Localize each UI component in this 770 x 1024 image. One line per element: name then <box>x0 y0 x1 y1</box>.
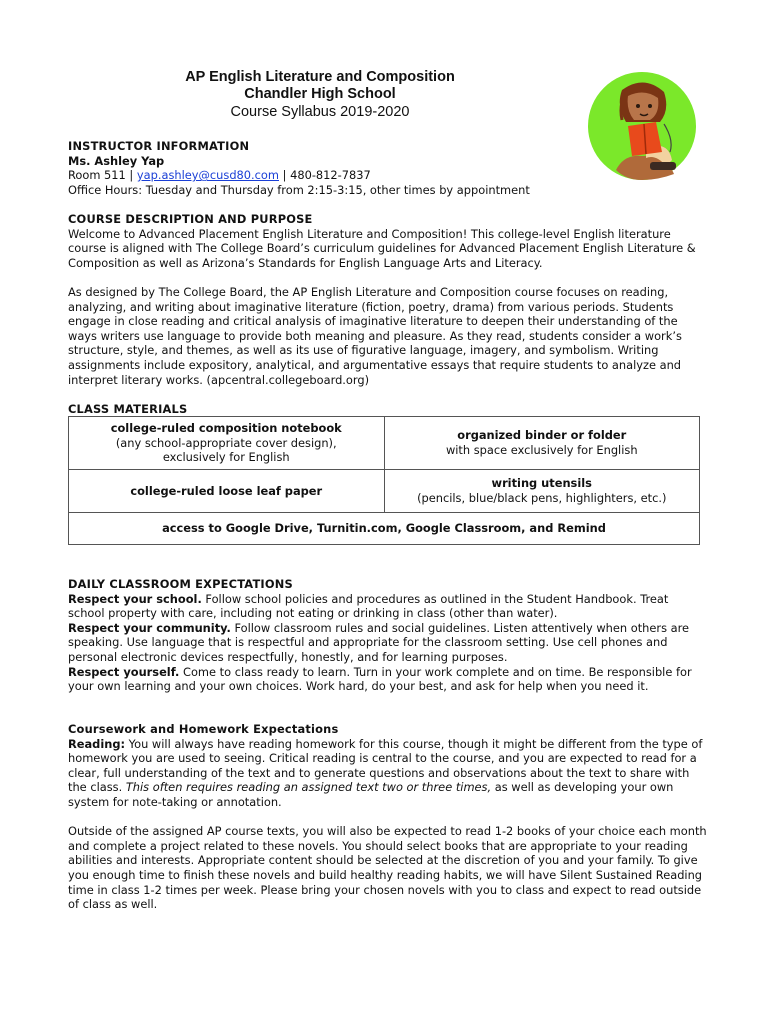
school-name: Chandler High School <box>244 86 396 102</box>
respect-community-text: Follow classroom rules and social guidelines. Listen attentively when others are speaking. Use language that is respectful and appropriate for the classroom setting. Use cell phones and personal electronic devices respectfully, honestly, and for learning purposes. <box>68 620 690 664</box>
materials-cell-binder <box>384 417 700 470</box>
office-hours: Office Hours: Tuesday and Thursday from 2:15-3:15, other times by appointment <box>68 182 530 197</box>
reading-end: as well as developing your own system for note-taking or annotation. <box>68 780 674 809</box>
expectations-section <box>68 577 708 694</box>
course-title: AP English Literature and Composition <box>185 69 455 85</box>
materials-heading: CLASS MATERIALS <box>68 402 188 416</box>
document-header <box>120 69 520 122</box>
respect-school-label: Respect your school. <box>68 591 202 606</box>
coursework-heading: Coursework and Homework Expectations <box>68 722 339 736</box>
respect-yourself-text: Come to class ready to learn. Turn in your work complete and on time. Be responsible for your own learning and your own choices. Work hard, do your best, and ask for help when you need it. <box>68 664 692 694</box>
materials-heading-wrap <box>68 402 708 417</box>
binder-note: with space exclusively for English <box>445 443 638 457</box>
reading-label: Reading: <box>68 736 126 751</box>
materials-table <box>68 416 700 545</box>
respect-yourself-label: Respect yourself. <box>68 664 180 679</box>
reading-italic: This often requires reading an assigned text two or three times, <box>125 780 492 795</box>
respect-community-label: Respect your community. <box>68 620 231 635</box>
description-paragraph-1: Welcome to Advanced Placement English Literature and Composition! This college-level English literature course is aligned with The College Board’s curriculum guidelines for Advanced Placement English Literature & Composition as well as Arizona’s Standards for English Language Arts and Literacy. <box>68 226 696 270</box>
respect-community <box>68 621 708 665</box>
materials-cell-access: access to Google Drive, Turnitin.com, Google Classroom, and Remind <box>69 513 700 545</box>
utensils-title: writing utensils <box>491 476 592 491</box>
expectations-heading: DAILY CLASSROOM EXPECTATIONS <box>68 577 293 591</box>
reading-paragraph <box>68 737 708 810</box>
materials-cell-paper <box>69 470 385 513</box>
outside-reading-paragraph: Outside of the assigned AP course texts, you will also be expected to read 1-2 books of your choice each month and complete a project related to these novels. You should select books that are appropriate to your reading abilities and interests. Appropriate content should be selected at the discretion of you and your family. To give you enough time to finish these novels and build healthy reading habits, we will have Silent Sustained Reading time in class 1-2 times per week. Please bring your chosen novels with you to class and expect to read outside of class as well. <box>68 824 707 912</box>
materials-cell-notebook <box>69 417 385 470</box>
utensils-note: (pencils, blue/black pens, highlighters, etc.) <box>417 491 667 505</box>
respect-school <box>68 592 708 621</box>
syllabus-subtitle: Course Syllabus 2019-2020 <box>230 104 410 120</box>
room-text: Room 511 | <box>68 168 137 183</box>
description-paragraph-2: As designed by The College Board, the AP English Literature and Composition course focuses on reading, analyzing, and writing about imaginative literature (fiction, poetry, drama) from various periods. Students engage in close reading and critical analysis of imaginative literature to deepen their understanding of the ways writers use language to provide both meaning and pleasure. As they read, students consider a work’s structure, style, and themes, as well as its use of figurative language, imagery, and symbolism. Writing assignments include expository, analytical, and argumentative essays that require students to analyze and interpret literary works. (apcentral.collegeboard.org) <box>68 284 682 387</box>
instructor-name: Ms. Ashley Yap <box>68 153 165 168</box>
paper-title: college-ruled loose leaf paper <box>130 483 323 498</box>
phone-text: | 480-812-7837 <box>279 168 371 183</box>
notebook-title: college-ruled composition notebook <box>110 421 342 436</box>
description-heading: COURSE DESCRIPTION AND PURPOSE <box>68 212 313 226</box>
binder-title: organized binder or folder <box>457 428 627 443</box>
reading-text: You will always have reading homework for this course, though it might be different from the type of homework you are used to seeing. Critical reading is central to the course, and you are expected to read for a clear, full understanding of the text and to generate questions and observations about the text to share with the class. <box>68 736 703 795</box>
respect-yourself <box>68 665 708 694</box>
materials-cell-utensils <box>384 470 700 513</box>
respect-school-text: Follow school policies and procedures as outlined in the Student Handbook. Treat school property with care, including not eating or drinking in class (other than water). <box>68 591 669 621</box>
instructor-heading: INSTRUCTOR INFORMATION <box>68 139 250 153</box>
instructor-section <box>68 139 708 197</box>
description-section <box>68 212 708 387</box>
notebook-note: (any school-appropriate cover design), exclusively for English <box>115 435 337 465</box>
coursework-section <box>68 722 708 912</box>
email-link[interactable]: yap.ashley@cusd80.com <box>136 168 279 183</box>
contact-line <box>68 168 708 183</box>
